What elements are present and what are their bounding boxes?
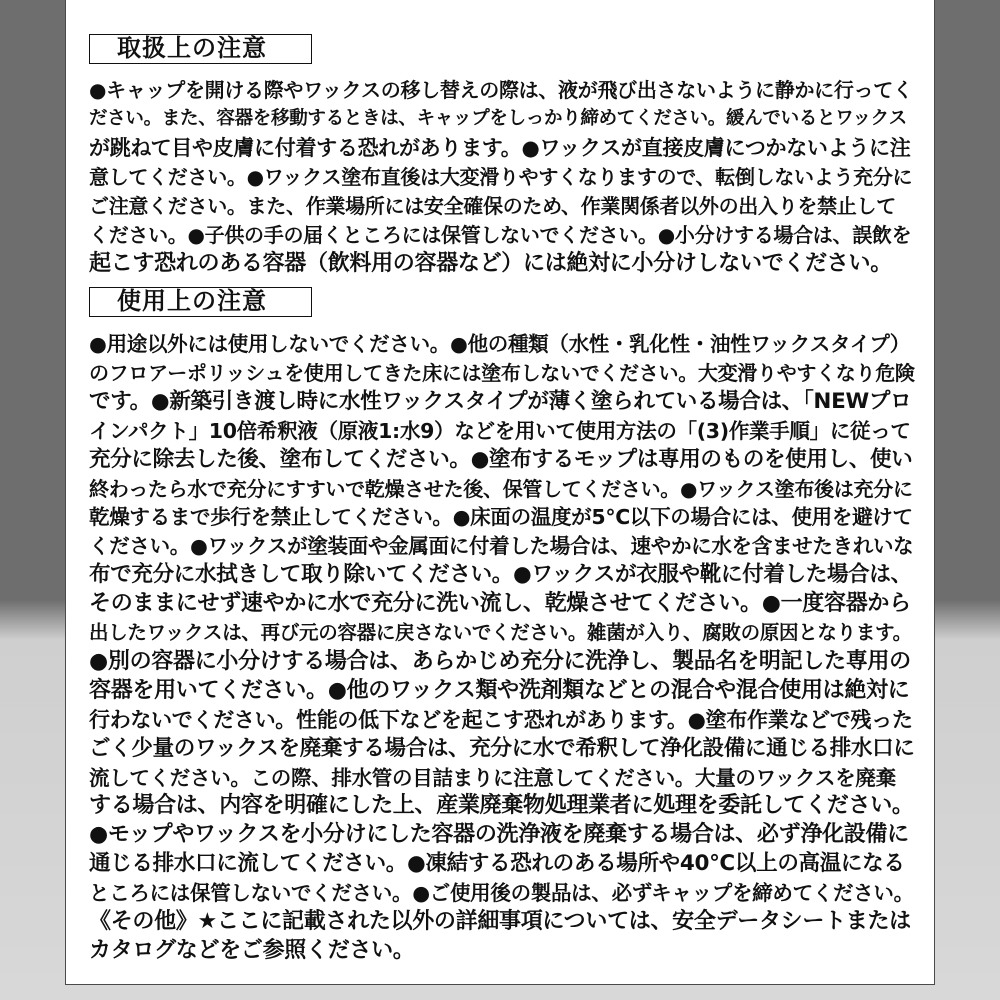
section2-text-line: インパクト」10倍希釈液（原液1:水9）などを用いて使用方法の「(3)作業手順」に従って — [89, 418, 911, 443]
section2-text-line: ごく少量のワックスを廃棄する場合は、充分に水で希釈して浄化設備に通じる排水口に — [89, 735, 915, 761]
section2-text-line: ●モップやワックスを小分けにした容器の洗浄液を廃棄する場合は、必ず浄化設備に — [89, 822, 909, 848]
section2-text-line: 充分に除去した後、塗布してください。●塗布するモップは専用のものを使用し、使い — [89, 446, 913, 472]
section1-text-line: ご注意ください。また、作業場所には安全確保のため、作業関係者以外の出入りを禁止して — [89, 194, 896, 218]
section2-text-line: 行わないでください。性能の低下などを起こす恐れがあります。●塗布作業などで残った — [89, 707, 913, 732]
section2-text-line: ください。●ワックスが塗装面や金属面に付着した場合は、速やかに水を含ませたきれいな — [89, 534, 914, 559]
section2-text-line: 通じる排水口に流してください。●凍結する恐れのある場所や40℃以上の高温になる — [89, 851, 905, 877]
section1-text-line: ださい。また、容器を移動するときは、キャップをしっかり締めてください。緩んでいるとワックス — [89, 108, 907, 129]
section2-text-line: ●用途以外には使用しないでください。●他の種類（水性・乳化性・油性ワックスタイプ） — [89, 332, 910, 356]
handling-precautions-heading: 取扱上の注意 — [89, 34, 312, 64]
section2-text-line: 乾燥するまで歩行を禁止してください。●床面の温度が5℃以下の場合には、使用を避けて — [89, 505, 913, 530]
section1-text-line: 意してください。●ワックス塗布直後は大変滑りやすくなりますので、転倒しないよう充分に — [89, 165, 913, 189]
section2-text-line: 流してください。この際、排水管の目詰まりに注意してください。大量のワックスを廃棄 — [89, 765, 896, 790]
section2-text-line: 布で充分に水拭きして取り除いてください。●ワックスが衣服や靴に付着した場合は、 — [89, 562, 912, 588]
section2-text-line: する場合は、内容を明確にした上、産業廃棄物処理業者に処理を委託してください。 — [89, 793, 914, 819]
section2-text-line: のフロアーポリッシュを使用してきた床には塗布しないでください。大変滑りやすくなり危険 — [89, 360, 915, 385]
section2-text-line: そのままにせず速やかに水で充分に洗い流し、乾燥させてください。●一度容器から — [89, 591, 911, 617]
section2-text-line: ところには保管しないでください。●ご使用後の製品は、必ずキャップを締めてください。 — [89, 881, 914, 906]
section2-text-line: 容器を用いてください。●他のワックス類や洗剤類などとの混合や混合使用は絶対に — [89, 677, 910, 703]
section1-text-line: ●キャップを開ける際やワックスの移し替えの際は、液が飛び出さないように静かに行ってく — [89, 78, 913, 102]
section1-text-line: が跳ねて目や皮膚に付着する恐れがあります。●ワックスが直接皮膚につかないように注 — [89, 136, 911, 160]
section1-text-line: ください。●子供の手の届くところには保管しないでください。●小分けする場合は、誤飲を — [89, 223, 912, 247]
section2-text-line: 出したワックスは、再び元の容器に戻さないでください。雑菌が入り、腐敗の原因となります。 — [89, 621, 912, 644]
section1-text-line: 起こす恐れのある容器（飲料用の容器など）には絶対に小分けしないでください。 — [89, 251, 892, 276]
section2-text-line: 終わったら水で充分にすすいで乾燥させた後、保管してください。●ワックス塗布後は充分に — [89, 476, 913, 501]
section2-text-line: ●別の容器に小分けする場合は、あらかじめ充分に洗浄し、製品名を明記した専用の — [89, 648, 911, 674]
section2-text-line: 《その他》★ここに記載された以外の詳細事項については、安全データシートまたは — [89, 909, 911, 934]
usage-precautions-heading: 使用上の注意 — [89, 287, 312, 317]
section2-text-line: です。●新築引き渡し時に水性ワックスタイプが薄く塗られている場合は、「NEWプロ — [89, 388, 912, 414]
section2-text-line: カタログなどをご参照ください。 — [89, 937, 415, 963]
